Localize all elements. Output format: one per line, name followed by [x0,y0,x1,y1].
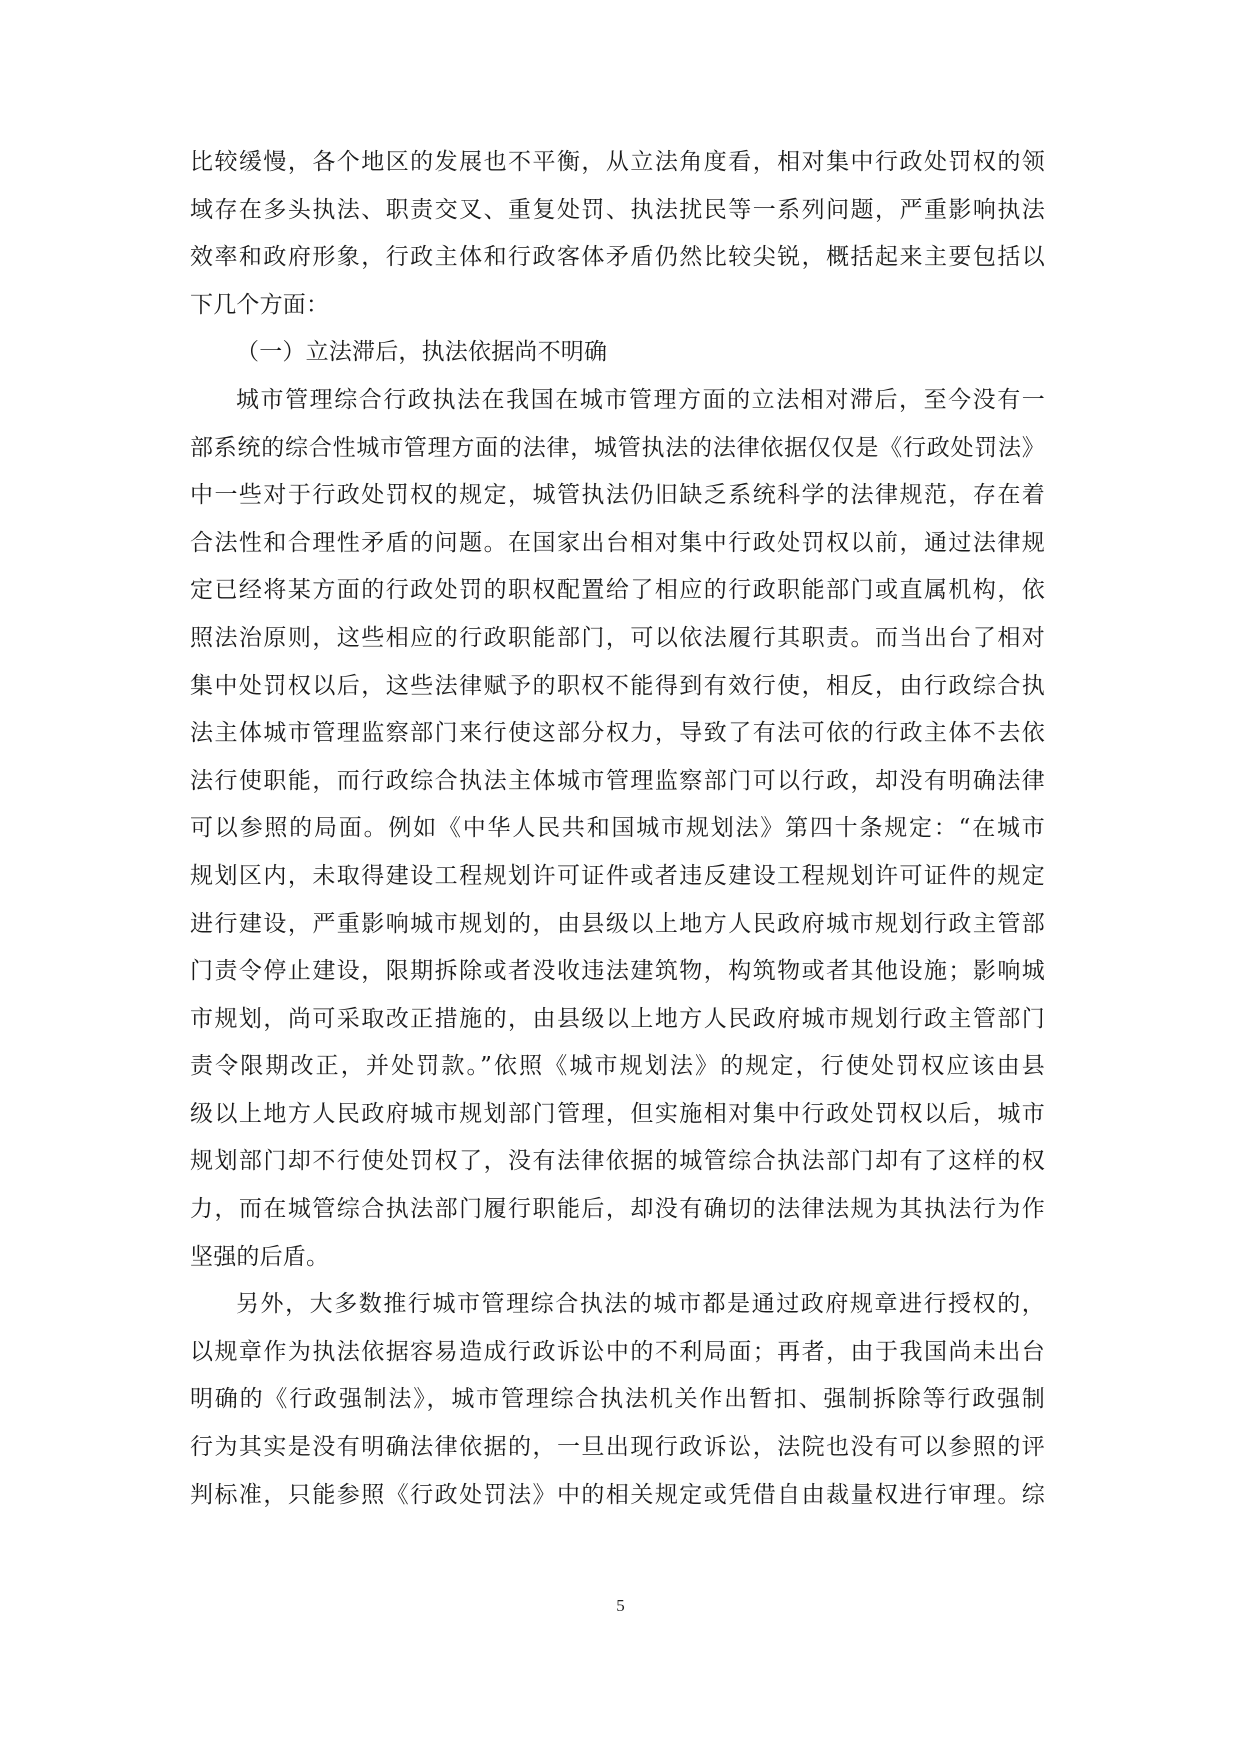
text-line: 集中处罚权以后，这些法律赋予的职权不能得到有效行使，相反，由行政综合执 [190,672,1045,699]
text-line: （一）立法滞后，执法依据尚不明确 [236,339,608,366]
text-line: 力，而在城管综合执法部门履行职能后，却没有确切的法律法规为其执法行为作 [190,1196,1045,1223]
text-line: 下几个方面： [190,291,330,318]
text-line: 中一些对于行政处罚权的规定，城管执法仍旧缺乏系统科学的法律规范，存在着 [190,482,1045,509]
text-line: 域存在多头执法、职责交叉、重复处罚、执法扰民等一系列问题，严重影响执法 [190,196,1045,223]
text-line: 坚强的后盾。 [190,1243,330,1270]
text-line: 照法治原则，这些相应的行政职能部门，可以依法履行其职责。而当出台了相对 [190,624,1045,651]
text-line: 定已经将某方面的行政处罚的职权配置给了相应的行政职能部门或直属机构，依 [190,577,1045,604]
text-line: 比较缓慢，各个地区的发展也不平衡，从立法角度看，相对集中行政处罚权的领 [190,149,1045,175]
text-line: 另外，大多数推行城市管理综合执法的城市都是通过政府规章进行授权的， [236,1291,1045,1318]
text-line: 合法性和合理性矛盾的问题。在国家出台相对集中行政处罚权以前，通过法律规 [190,529,1045,556]
text-line: 明确的《行政强制法》，城市管理综合执法机关作出暂扣、强制拆除等行政强制 [190,1386,1045,1413]
text-line: 法行使职能，而行政综合执法主体城市管理监察部门可以行政，却没有明确法律 [190,767,1045,794]
text-line: 规划区内，未取得建设工程规划许可证件或者违反建设工程规划许可证件的规定 [190,862,1045,889]
text-line: 法主体城市管理监察部门来行使这部分权力，导致了有法可依的行政主体不去依 [190,720,1045,747]
text-line: 以规章作为执法依据容易造成行政诉讼中的不利局面；再者，由于我国尚未出台 [190,1338,1045,1365]
text-line: 部系统的综合性城市管理方面的法律，城管执法的法律依据仅仅是《行政处罚法》 [190,434,1045,461]
text-line: 责令限期改正，并处罚款。”依照《城市规划法》的规定，行使处罚权应该由县 [190,1053,1045,1080]
page-number: 5 [616,1596,625,1615]
text-line: 规划部门却不行使处罚权了，没有法律依据的城管综合执法部门却有了这样的权 [190,1148,1045,1175]
text-line: 可以参照的局面。例如《中华人民共和国城市规划法》第四十条规定：“在城市 [190,815,1045,842]
text-line: 进行建设，严重影响城市规划的，由县级以上地方人民政府城市规划行政主管部 [190,910,1045,937]
text-line: 级以上地方人民政府城市规划部门管理，但实施相对集中行政处罚权以后，城市 [190,1100,1045,1127]
text-line: 判标准，只能参照《行政处罚法》中的相关规定或凭借自由裁量权进行审理。综 [190,1481,1045,1508]
body-text [190,139,1045,1519]
text-line: 行为其实是没有明确法律依据的，一旦出现行政诉讼，法院也没有可以参照的评 [190,1434,1045,1461]
text-line: 城市管理综合行政执法在我国在城市管理方面的立法相对滞后，至今没有一 [236,386,1045,413]
text-line: 效率和政府形象，行政主体和行政客体矛盾仍然比较尖锐，概括起来主要包括以 [190,244,1045,271]
text-line: 市规划，尚可采取改正措施的，由县级以上地方人民政府城市规划行政主管部门 [190,1005,1045,1032]
text-line: 门责令停止建设，限期拆除或者没收违法建筑物，构筑物或者其他设施；影响城 [190,958,1045,985]
